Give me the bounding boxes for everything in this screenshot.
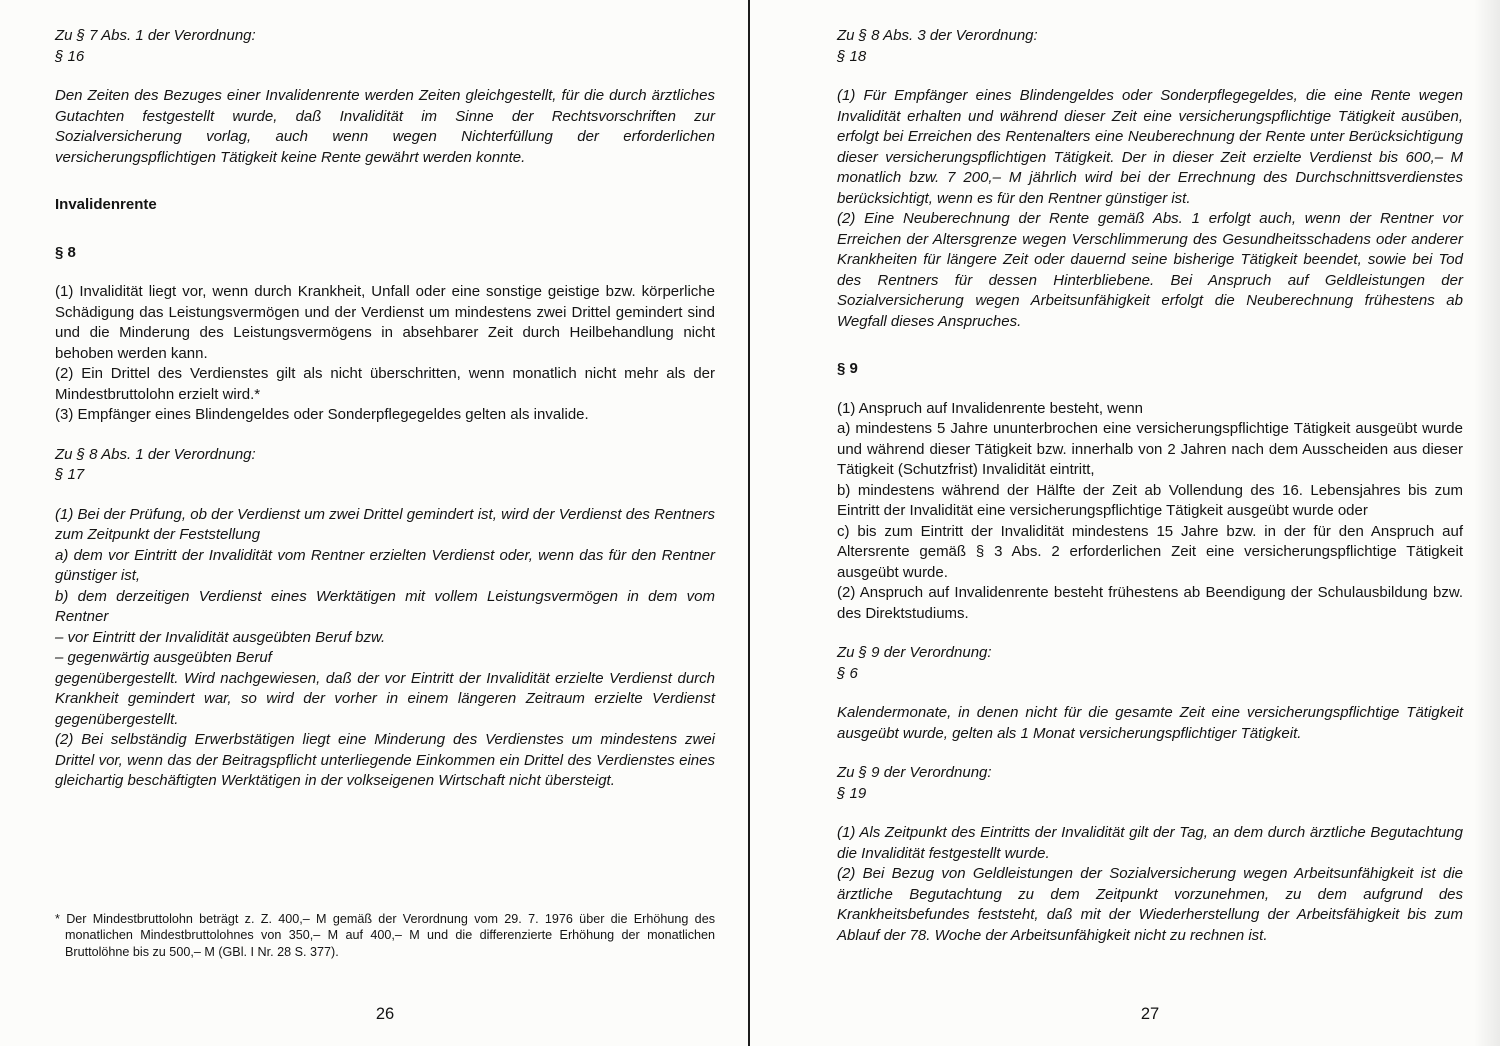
- regulation-ref-9-a: [837, 643, 1463, 684]
- paragraph-17-dash-1: – vor Eintritt der Invalidität ausgeübten Beruf bzw.: [55, 628, 386, 646]
- page-right: [750, 0, 1500, 1046]
- page-number-left: 26: [375, 1005, 395, 1023]
- paragraph-18-body: [837, 86, 1463, 332]
- regulation-ref-line: § 18: [837, 47, 867, 65]
- footnote-mindestbruttolohn: * Der Mindestbruttolohn beträgt z. Z. 400,– M gemäß der Verordnung vom 29. 7. 1976 über die Erhöhung des monatlichen Mindestbruttolohnes von 350,– M auf 400,– M und die differenzierte Erhöhung der monatlichen Bruttolöhne bis zu 500,– M (GBl. I Nr. 28 S. 377).: [55, 911, 715, 959]
- paragraph-19-para-1: (1) Als Zeitpunkt des Eintritts der Invalidität gilt der Tag, an dem durch ärztliche Begutachtung die Invalidität festgestellt wurde.: [837, 824, 1463, 862]
- paragraph-17-item-a: a) dem vor Eintritt der Invalidität vom Rentner erzielten Verdienst oder, wenn das für den Rentner günstiger ist,: [55, 546, 715, 584]
- paragraph-17-para-2: (2) Bei selbständig Erwerbstätigen liegt eine Minderung des Verdienstes um mindestens zwei Drittel vor, wenn das der Beitragspflicht unterliegende Einkommen ein Drittel des Verdienstes eines gleichartig beschäftigten Werktätigen in der volkseigenen Wirtschaft nicht übersteigt.: [55, 731, 715, 789]
- regulation-ref-line: Zu § 9 der Verordnung:: [837, 644, 992, 661]
- section-8-para-2: (2) Ein Drittel des Verdienstes gilt als nicht überschritten, wenn monatlich nicht mehr als der Mindestbruttolohn erzielt wird.*: [55, 365, 715, 403]
- chapter-heading-invalidenrente: Invalidenrente: [55, 196, 157, 213]
- regulation-ref-line: Zu § 7 Abs. 1 der Verordnung:: [55, 27, 256, 44]
- regulation-ref-line: § 6: [837, 664, 858, 682]
- page-right-content: [837, 26, 1463, 946]
- section-8-body: [55, 282, 715, 426]
- paragraph-17-item-b: b) dem derzeitigen Verdienst eines Werktätigen mit vollem Leistungsvermögen in dem vom Rentner: [55, 587, 715, 625]
- section-9-item-b: b) mindestens während der Hälfte der Zeit ab Vollendung des 16. Lebensjahres bis zum Eintritt der Invalidität eine versicherungspflichtige Tätigkeit ausgeübt wurde oder: [837, 481, 1463, 519]
- paragraph-18-para-2: (2) Eine Neuberechnung der Rente gemäß Abs. 1 erfolgt auch, wenn der Rentner vor Erreichen der Altersgrenze wegen Verschlimmerung des Gesundheitsschadens oder anderer Krankheiten für längere Zeit oder dauernd seine bisherige Tätigkeit beendet, sowie bei Tod des Rentners für dessen Hinterbliebene. Bei Anspruch auf Geldleistungen der Sozialversicherung wegen Arbeitsunfähigkeit erfolgt die Neuberechnung frühestens ab Wegfall dieses Anspruches.: [837, 210, 1463, 330]
- paragraph-6-text: Kalendermonate, in denen nicht für die gesamte Zeit eine versicherungspflichtige Tätigkeit ausgeübt wurde, gelten als 1 Monat versicherungspflichtiger Tätigkeit.: [837, 704, 1463, 742]
- paragraph-17-para-1: (1) Bei der Prüfung, ob der Verdienst um zwei Drittel gemindert ist, wird der Verdienst des Rentners zum Zeitpunkt der Feststellung: [55, 505, 715, 543]
- paragraph-17-dash-2: – gegenwärtig ausgeübten Beruf: [55, 649, 272, 666]
- paragraph-16-text: Den Zeiten des Bezuges einer Invalidenrente werden Zeiten gleichgestellt, für die durch ärztliches Gutachten festgestellt wurde, daß Invalidität im Sinne der Rechtsvorschriften zur Sozialversicherung vorlag, auch wenn wegen Nichterfüllung der erforderlichen versicherungspflichtigen Tätigkeit keine Rente gewährt werden konnte.: [55, 87, 715, 166]
- section-9-body: [837, 399, 1463, 625]
- regulation-ref-7-1: [55, 26, 715, 67]
- section-8-heading: § 8: [55, 243, 76, 261]
- section-9-heading: § 9: [837, 360, 858, 377]
- regulation-ref-line: § 17: [55, 466, 85, 483]
- regulation-ref-8-1: [55, 445, 715, 486]
- paragraph-17-continuation: gegenübergestellt. Wird nachgewiesen, daß der vor Eintritt der Invalidität erzielte Verdienst durch Krankheit gemindert war, so wird der vorher in einem längeren Zeitraum erzielte Verdienst gegenübergestellt.: [55, 669, 715, 728]
- regulation-ref-line: Zu § 8 Abs. 1 der Verordnung:: [55, 445, 256, 463]
- paragraph-19-body: [837, 823, 1463, 946]
- page-left-content: [55, 26, 715, 792]
- paragraph-19-para-2: (2) Bei Bezug von Geldleistungen der Sozialversicherung wegen Arbeitsunfähigkeit ist die ärztliche Begutachtung zu dem Zeitpunkt vorzunehmen, zu dem aufgrund des Krankheitsbefundes feststeht, daß mit der Wiederherstellung der Arbeitsfähigkeit bis zum Ablauf der 78. Woche der Arbeitsunfähigkeit nicht zu rechnen ist.: [837, 865, 1463, 944]
- regulation-ref-line: Zu § 9 der Verordnung:: [837, 764, 992, 781]
- regulation-ref-line: § 19: [837, 784, 867, 802]
- section-8-para-1: (1) Invalidität liegt vor, wenn durch Krankheit, Unfall oder eine sonstige geistige bzw. körperliche Schädigung das Leistungsvermögen und der Verdienst um mindestens zwei Drittel gemindert sind und die Minderung des Leistungsvermögens in absehbarer Zeit durch Heilbehandlung nicht behoben werden kann.: [55, 283, 715, 362]
- regulation-ref-line: Zu § 8 Abs. 3 der Verordnung:: [837, 27, 1038, 44]
- section-9-item-c: c) bis zum Eintritt der Invalidität mindestens 15 Jahre bzw. in der für den Anspruch auf Altersrente gemäß § 3 Abs. 2 erforderlichen Zeit eine versicherungspflichtige Tätigkeit ausgeübt wurde.: [837, 522, 1463, 581]
- section-9-para-1: (1) Anspruch auf Invalidenrente besteht, wenn: [837, 399, 1144, 417]
- page-left: [0, 0, 748, 1046]
- page-number-right: 27: [1140, 1005, 1160, 1023]
- section-8-para-3: (3) Empfänger eines Blindengeldes oder Sonderpflegegeldes gelten als invalide.: [55, 406, 589, 423]
- paragraph-17-body: [55, 505, 715, 792]
- regulation-ref-9-b: [837, 763, 1463, 804]
- regulation-ref-8-3: [837, 26, 1463, 67]
- section-9-item-a: a) mindestens 5 Jahre ununterbrochen eine versicherungspflichtige Tätigkeit ausgeübt wurde und während dieser Tätigkeit bzw. innerhalb von 2 Jahren nach dem Ausscheiden aus dieser Tätigkeit (Schutzfrist) Invalidität eintritt,: [837, 420, 1463, 478]
- section-9-para-2: (2) Anspruch auf Invalidenrente besteht frühestens ab Beendigung der Schulausbildung bzw. des Direktstudiums.: [837, 584, 1463, 622]
- paragraph-18-para-1: (1) Für Empfänger eines Blindengeldes oder Sonderpflegegeldes, die eine Rente wegen Invalidität erhalten und während dieser Zeit eine versicherungspflichtige Tätigkeit ausüben, erfolgt bei Erreichen des Rentenalters eine Neuberechnung der Rente unter Berücksichtigung dieser versicherungspflichtigen Tätigkeit. Der in dieser Zeit erzielte Verdienst bis 600,– M monatlich bzw. 7 200,– M jährlich wird bei der Errechnung des Durchschnittsverdienstes berücksichtigt, wenn es für den Rentner günstiger ist.: [837, 87, 1463, 207]
- regulation-ref-line: § 16: [55, 47, 85, 65]
